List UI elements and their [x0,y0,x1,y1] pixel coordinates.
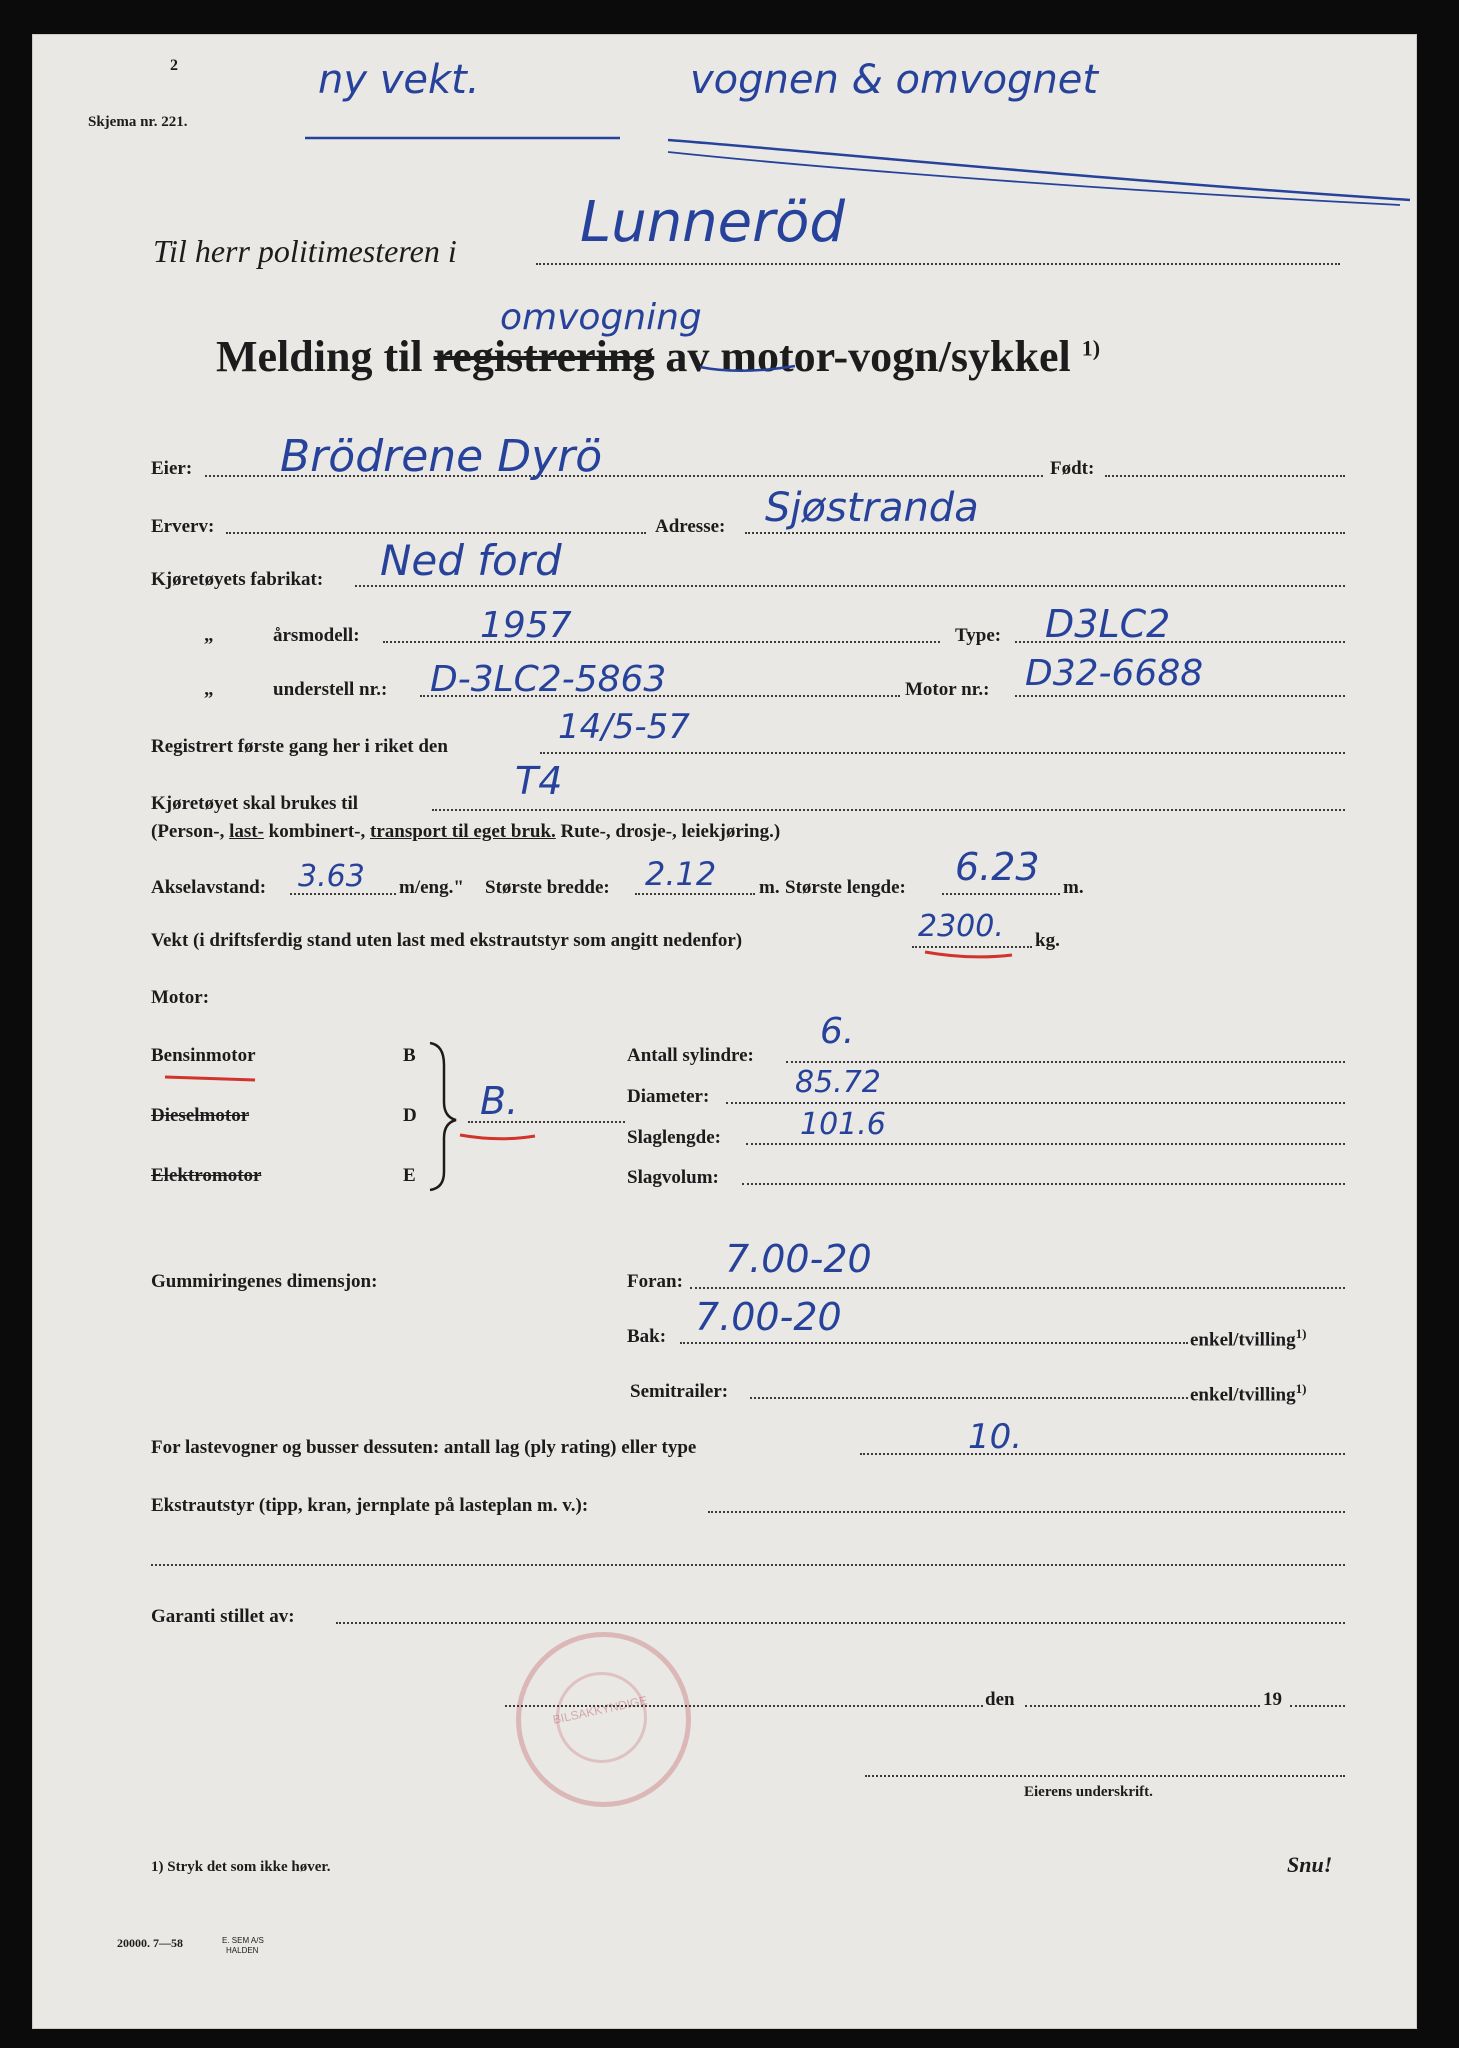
diameter-value: 85.72 [795,1065,881,1100]
usage-opt-komb: kombinert-, [268,821,366,842]
turn-over: Snu! [1287,1852,1333,1877]
stamp-text: BILSAKKYNDIGE [551,1693,649,1727]
address-label: Adresse: [655,516,726,537]
weight-unit: kg. [1035,930,1060,951]
first-reg-label: Registrert første gang her i riket den [151,736,448,757]
guarantee-label: Garanti stillet av: [151,1606,295,1627]
displacement-label: Slagvolum: [627,1167,719,1188]
printer-name: E. SEM A/S [222,1936,264,1945]
make-value: Ned ford [380,536,562,585]
tyres-front-label: Foran: [627,1271,683,1292]
printer-run: 20000. 7—58 [117,1936,183,1950]
date-year-prefix: 19 [1263,1689,1282,1710]
model-year-prefix: „ [204,625,214,646]
wheelbase-unit: m/eng." [399,877,464,898]
corner-mark: 2 [170,57,178,74]
motor-code-petrol: B [403,1045,416,1066]
semitrailer-label: Semitrailer: [630,1381,729,1402]
top-note-underline-3 [668,152,1400,205]
usage-opt-suffix: Rute-, drosje-, leiekjøring.) [560,821,781,842]
motor-label: Motor: [151,987,210,1008]
usage-opt-transport: transport til eget bruk. [370,821,556,842]
owner-label: Eier: [151,458,193,479]
length-label: Største lengde: [785,877,906,898]
motor-brace [430,1043,456,1190]
length-value: 6.23 [955,845,1040,889]
born-label: Født: [1050,458,1095,479]
wheelbase-label: Akselavstand: [151,877,267,898]
tyres-rear-label: Bak: [627,1326,667,1347]
model-year-label: årsmodell: [273,625,360,646]
cylinders-value: 6. [820,1011,855,1052]
chassis-label: understell nr.: [273,679,388,700]
semitrailer-footnote: 1) [1295,1381,1307,1396]
stroke-value: 101.6 [800,1107,886,1142]
motor-code-electric: E [403,1165,416,1186]
signature-label: Eierens underskrift. [1024,1784,1153,1800]
top-note-underline-2 [668,140,1410,200]
tyres-rear-suffix-text: enkel/tvilling [1190,1329,1296,1351]
title-footnote: 1) [1081,335,1101,361]
width-unit: m. [759,877,780,898]
owner-value: Brödrene Dyrö [280,431,603,482]
title-prefix: Melding til [216,332,423,381]
top-note-new-weight: ny vekt. [318,57,480,103]
petrol-red-underline [165,1077,255,1080]
title-suffix: av motor-vogn/sykkel [665,332,1071,381]
motor-selected-value: B. [480,1079,519,1123]
usage-value: T4 [515,759,563,803]
title-insert-caret [700,366,795,371]
top-note-vehicle: vognen & omvognet [690,57,1099,103]
type-label: Type: [955,625,1002,646]
chassis-value: D-3LC2-5863 [430,659,667,700]
model-year-value: 1957 [480,605,572,646]
weight-red-underline [925,952,1012,957]
printer-city: HALDEN [226,1946,259,1955]
width-label: Største bredde: [485,877,610,898]
type-value: D3LC2 [1045,602,1171,646]
salutation-value: Lunneröd [580,190,845,255]
address-value: Sjøstranda [765,485,979,531]
make-label: Kjøretøyets fabrikat: [151,569,324,590]
title-insert: omvogning [500,297,702,338]
tyres-rear-footnote: 1) [1295,1326,1307,1341]
ply-label: For lastevogner og busser dessuten: antall lag (ply rating) eller type [151,1437,697,1458]
motor-type-petrol: Bensinmotor [151,1045,256,1066]
occupation-label: Erverv: [151,516,215,537]
date-den-label: den [985,1689,1015,1710]
salutation-label: Til herr politimesteren i [153,233,457,269]
wheelbase-value: 3.63 [298,859,365,894]
semitrailer-suffix-text: enkel/tvilling [1190,1384,1296,1406]
first-reg-value: 14/5-57 [558,707,690,747]
tyres-label: Gummiringenes dimensjon: [151,1271,378,1292]
usage-opt-last: last- [229,821,264,842]
motor-code-diesel: D [403,1105,417,1126]
tyres-front-value: 7.00-20 [725,1237,872,1281]
width-value: 2.12 [645,855,717,893]
tyres-rear-value: 7.00-20 [695,1295,842,1339]
weight-label: Vekt (i driftsferdig stand uten last med ekstrautstyr som angitt nedenfor) [151,930,743,951]
usage-opt-prefix: (Person-, [151,821,225,842]
footnote: 1) Stryk det som ikke høver. [151,1859,331,1875]
form-number: Skjema nr. 221. [88,114,188,130]
chassis-prefix: „ [204,679,214,700]
title-struck-word: registrering [433,332,655,381]
usage-label: Kjøretøyet skal brukes til [151,793,359,814]
motor-type-diesel: Dieselmotor [151,1105,250,1126]
length-unit: m. [1063,877,1084,898]
cylinders-label: Antall sylindre: [627,1045,754,1066]
motor-no-label: Motor nr.: [905,679,990,700]
equipment-label: Ekstrautstyr (tipp, kran, jernplate på lasteplan m. v.): [151,1495,589,1516]
motor-no-value: D32-6688 [1025,653,1204,694]
ply-value: 10. [968,1417,1023,1457]
stroke-label: Slaglengde: [627,1127,721,1148]
weight-value: 2300. [918,909,1004,944]
motor-type-electric-text: Elektromotor [151,1165,262,1186]
motor-selected-red-underline [460,1135,535,1139]
diameter-label: Diameter: [627,1086,710,1107]
